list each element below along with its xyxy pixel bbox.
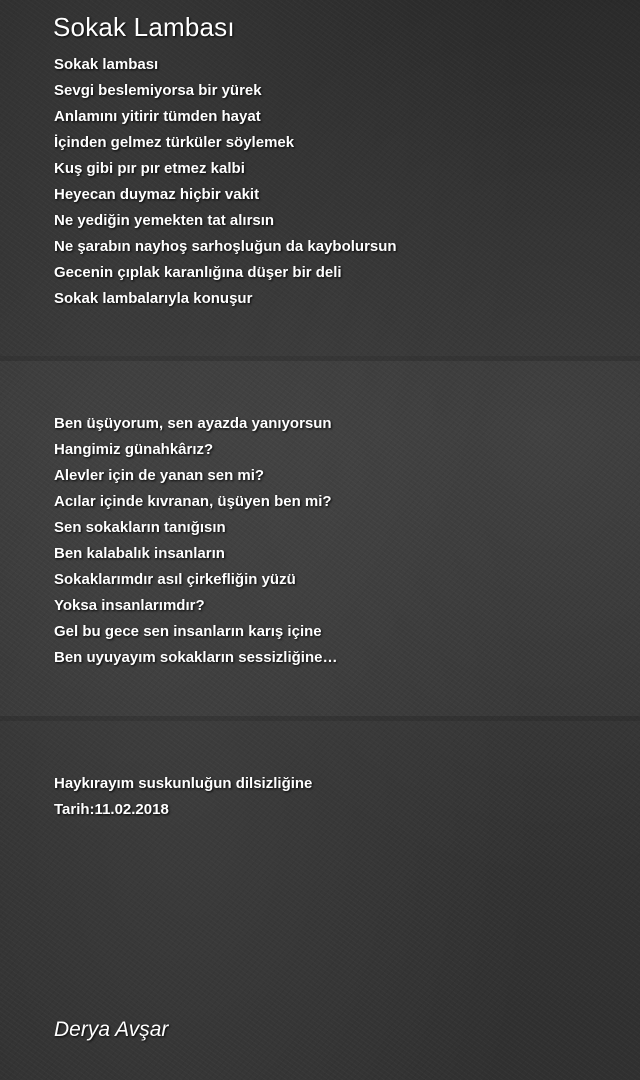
author-name: Derya Avşar	[54, 1018, 169, 1041]
poem-line: Anlamını yitirir tümden hayat	[54, 108, 261, 125]
poem-line: Ben kalabalık insanların	[54, 545, 225, 562]
poem-line: Sokak lambası	[54, 56, 159, 73]
poem-line: Sokak lambalarıyla konuşur	[54, 290, 253, 307]
poem-line: Acılar içinde kıvranan, üşüyen ben mi?	[54, 493, 332, 510]
poem-line: Haykırayım suskunluğun dilsizliğine	[54, 775, 313, 792]
poem-line: Yoksa insanlarımdır?	[54, 597, 205, 614]
poem-date: Tarih:11.02.2018	[54, 801, 169, 818]
poem-title: Sokak Lambası	[53, 12, 235, 42]
poem-line: Ne yediğin yemekten tat alırsın	[54, 212, 275, 229]
poem-line: Hangimiz günahkârız?	[54, 441, 214, 458]
poem-line: Ben üşüyorum, sen ayazda yanıyorsun	[54, 415, 332, 432]
poem-line: Sevgi beslemiyorsa bir yürek	[54, 82, 262, 99]
poem-line: Heyecan duymaz hiçbir vakit	[54, 186, 260, 203]
stanza-1	[54, 52, 397, 312]
poem-line: İçinden gelmez türküler söylemek	[54, 134, 295, 151]
poem-line: Sokaklarımdır asıl çirkefliğin yüzü	[54, 571, 296, 588]
poem-line: Gecenin çıplak karanlığına düşer bir deli	[54, 264, 342, 281]
poem-line: Alevler için de yanan sen mi?	[54, 467, 265, 484]
stanza-2	[54, 411, 337, 671]
poem-line: Sen sokakların tanığısın	[54, 519, 226, 536]
stanza-3	[54, 771, 312, 823]
poem-line: Ben uyuyayım sokakların sessizliğine…	[54, 649, 338, 666]
poem-line: Gel bu gece sen insanların karış içine	[54, 623, 322, 640]
poem-line: Kuş gibi pır pır etmez kalbi	[54, 160, 245, 177]
poem-line: Ne şarabın nayhoş sarhoşluğun da kaybolursun	[54, 238, 397, 255]
